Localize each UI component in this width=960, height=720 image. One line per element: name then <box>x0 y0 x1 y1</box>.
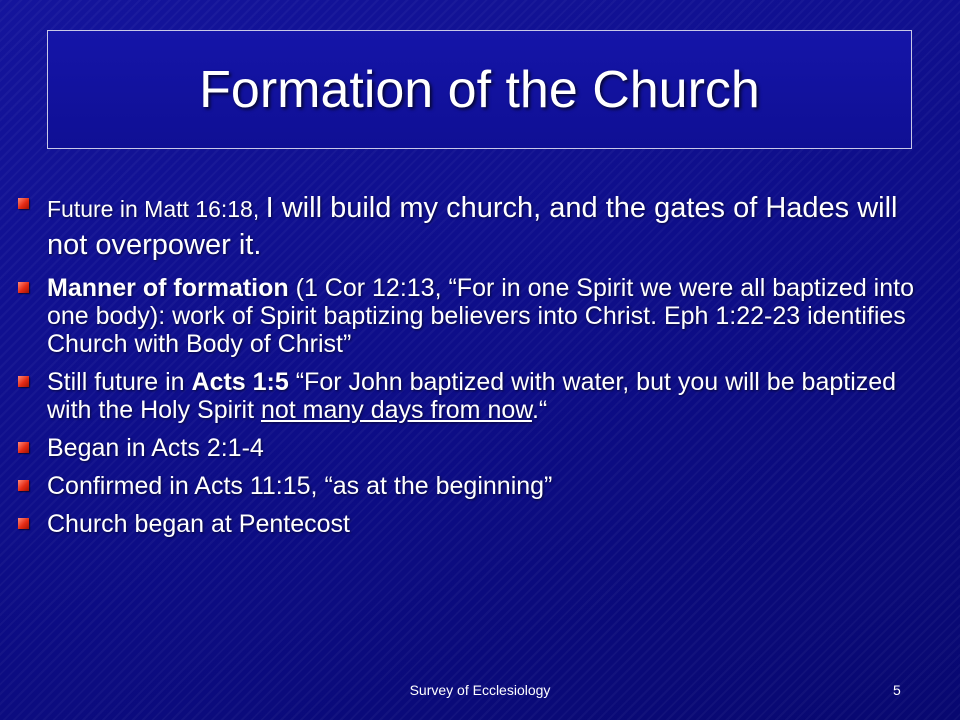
title-box <box>47 30 912 149</box>
bullet-text-run: Confirmed in Acts 11:15, “as at the beginning” <box>47 472 553 500</box>
page-number: 5 <box>893 682 901 698</box>
red-square-bullet-icon <box>18 198 29 209</box>
bullet-text-run: Manner of formation <box>47 274 289 302</box>
bullet-text-run: (1 Cor 12:13, “For in one Spirit we were all baptized into one body): work of Spirit baptizing believers into Christ. Eph 1:22-23 identifies Church with Body of Christ” <box>47 274 914 358</box>
slide-title: Formation of the Church <box>199 60 760 119</box>
bullet-item <box>18 434 933 462</box>
bullet-item <box>18 510 933 538</box>
red-square-bullet-icon <box>18 442 29 453</box>
red-square-bullet-icon <box>18 376 29 387</box>
bullet-text-run: Still future in <box>47 368 192 396</box>
footer-title: Survey of Ecclesiology <box>409 682 551 698</box>
bullet-item <box>18 190 933 264</box>
bullet-list <box>18 190 933 548</box>
bullet-text-run: “For John baptized with water, but you will be baptized with the Holy Spirit <box>47 368 897 424</box>
bullet-item <box>18 274 933 358</box>
bullet-text-run: Future in Matt 16:18, <box>47 196 266 222</box>
red-square-bullet-icon <box>18 480 29 491</box>
bullet-item <box>18 472 933 500</box>
bullet-text-run: Church began at Pentecost <box>47 510 350 538</box>
bullet-item <box>18 368 933 424</box>
bullet-text-run: not many days from now <box>260 396 532 424</box>
red-square-bullet-icon <box>18 282 29 293</box>
red-square-bullet-icon <box>18 518 29 529</box>
bullet-text-run: Acts 1:5 <box>191 368 289 396</box>
bullet-text-run: I will build my church, and the gates of Hades will not overpower it. <box>47 192 898 261</box>
bullet-text-run: .“ <box>531 396 548 424</box>
bullet-text-run: Began in Acts 2:1-4 <box>47 434 264 462</box>
